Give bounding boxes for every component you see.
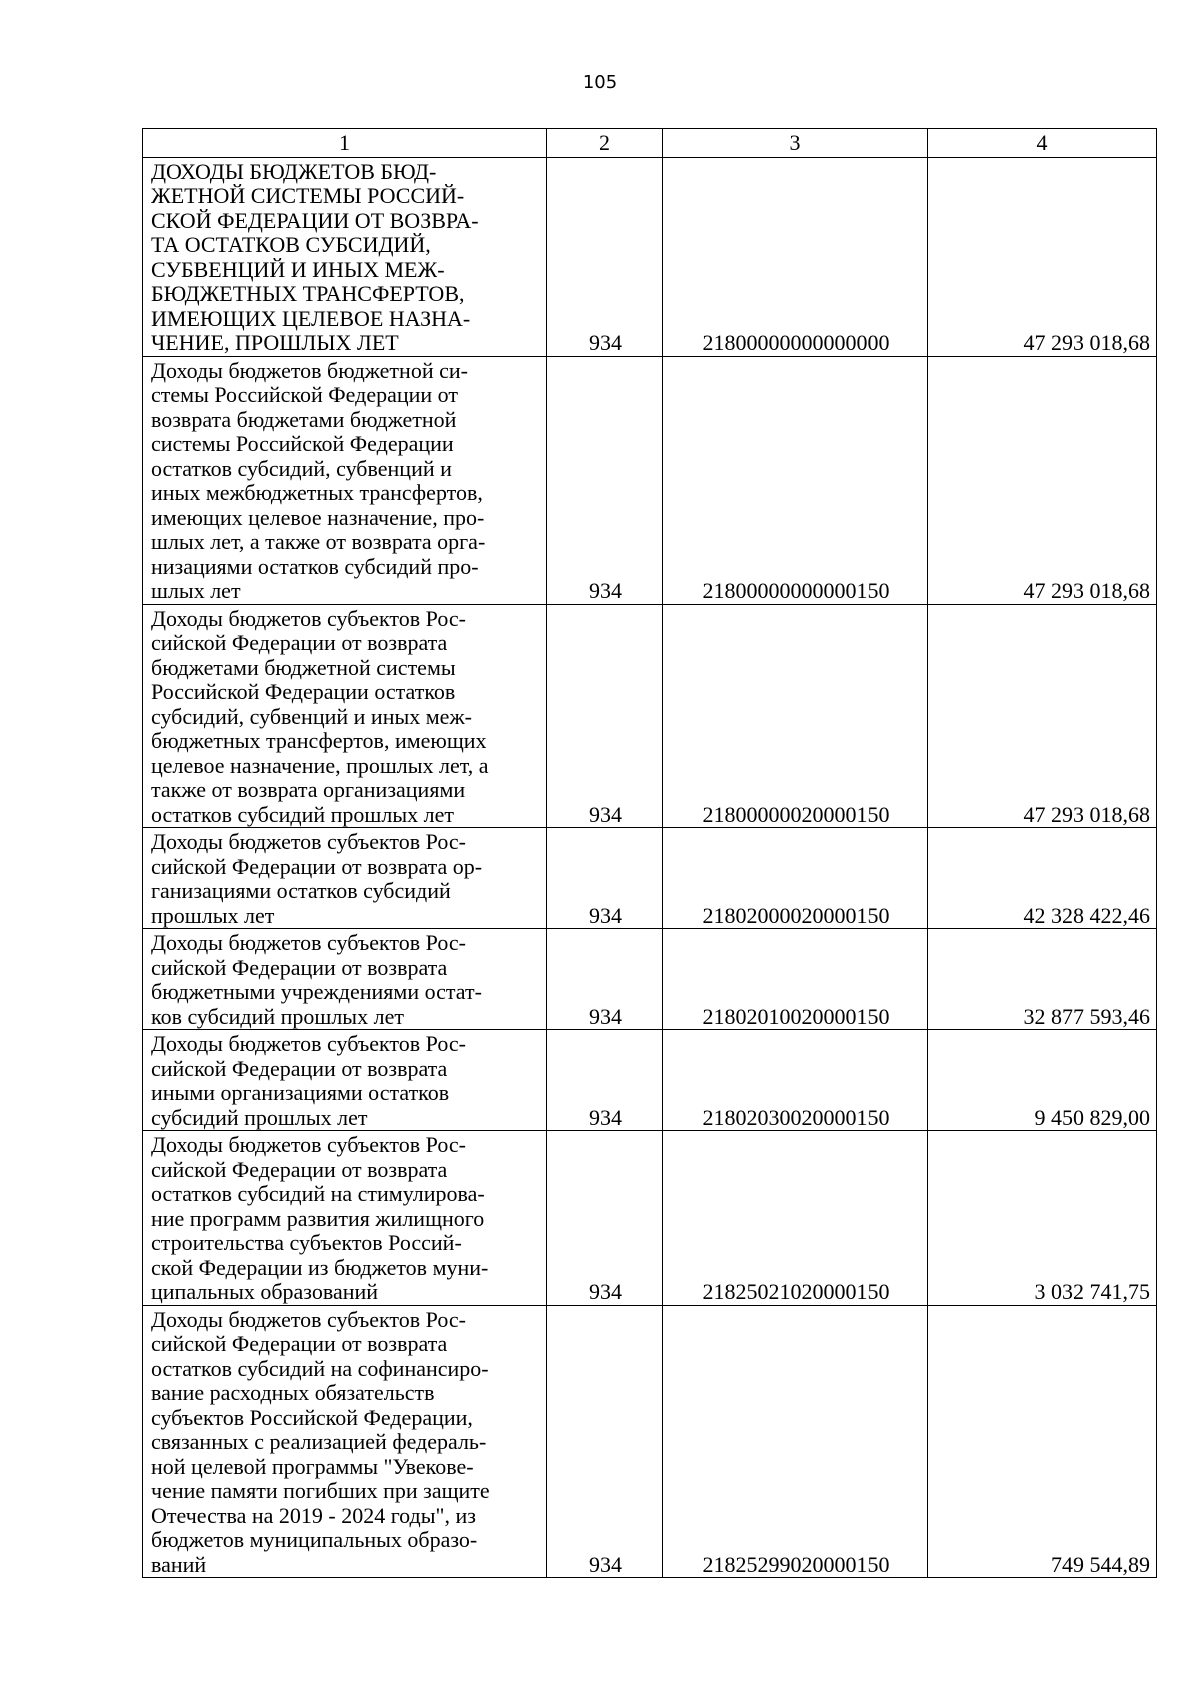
row-revenue-code: 21825299020000150 bbox=[663, 1305, 928, 1578]
page-number: 105 bbox=[582, 72, 618, 93]
row-description: Доходы бюджетов субъектов Рос- сийской Федерации от возврата иными организациями остатков субсидий прошлых лет bbox=[143, 1030, 547, 1131]
row-revenue-code: 21802000020000150 bbox=[663, 828, 928, 929]
row-amount: 749 544,89 bbox=[928, 1305, 1157, 1578]
row-description: Доходы бюджетов субъектов Рос- сийской Федерации от возврата остатков субсидий на софинансиро- вание расходных обязательств субъектов Российской Федерации, связанных с реализацией федераль- ной целевой программы "Увекове- чение памяти погибших при защите Отечества на 2019 - 2024 годы", из бюджетов муниципальных образо- ваний bbox=[143, 1305, 547, 1578]
row-amount: 9 450 829,00 bbox=[928, 1030, 1157, 1131]
row-admin-code: 934 bbox=[547, 1030, 663, 1131]
row-description: ДОХОДЫ БЮДЖЕТОВ БЮД- ЖЕТНОЙ СИСТЕМЫ РОССИЙ- СКОЙ ФЕДЕРАЦИИ ОТ ВОЗВРА- ТА ОСТАТКОВ СУБСИДИЙ, СУБВЕНЦИЙ И ИНЫХ МЕЖ- БЮДЖЕТНЫХ ТРАНСФЕРТОВ, ИМЕЮЩИХ ЦЕЛЕВОЕ НАЗНА- ЧЕНИЕ, ПРОШЛЫХ ЛЕТ bbox=[143, 157, 547, 356]
row-revenue-code: 21802030020000150 bbox=[663, 1030, 928, 1131]
column-header-3: 3 bbox=[663, 129, 928, 158]
table-row bbox=[143, 356, 1157, 604]
budget-revenue-table bbox=[142, 128, 1157, 1578]
table-row bbox=[143, 828, 1157, 929]
table-row bbox=[143, 604, 1157, 828]
row-amount: 47 293 018,68 bbox=[928, 356, 1157, 604]
column-header-4: 4 bbox=[928, 129, 1157, 158]
row-description: Доходы бюджетов субъектов Рос- сийской Федерации от возврата ор- ганизациями остатков субсидий прошлых лет bbox=[143, 828, 547, 929]
row-admin-code: 934 bbox=[547, 1131, 663, 1306]
row-description: Доходы бюджетов субъектов Рос- сийской Федерации от возврата бюджетами бюджетной системы Российской Федерации остатков субсидий, субвенций и иных меж- бюджетных трансфертов, имеющих целевое назначение, прошлых лет, а также от возврата организациями остатков субсидий прошлых лет bbox=[143, 604, 547, 828]
row-admin-code: 934 bbox=[547, 604, 663, 828]
row-admin-code: 934 bbox=[547, 828, 663, 929]
column-header-1: 1 bbox=[143, 129, 547, 158]
row-admin-code: 934 bbox=[547, 157, 663, 356]
row-amount: 42 328 422,46 bbox=[928, 828, 1157, 929]
row-amount: 47 293 018,68 bbox=[928, 157, 1157, 356]
row-revenue-code: 21825021020000150 bbox=[663, 1131, 928, 1306]
row-revenue-code: 21800000000000150 bbox=[663, 356, 928, 604]
row-admin-code: 934 bbox=[547, 929, 663, 1030]
table-row bbox=[143, 1305, 1157, 1578]
table-header-row bbox=[143, 129, 1157, 158]
table-row bbox=[143, 157, 1157, 356]
table-row bbox=[143, 1131, 1157, 1306]
row-description: Доходы бюджетов субъектов Рос- сийской Федерации от возврата бюджетными учреждениями остат- ков субсидий прошлых лет bbox=[143, 929, 547, 1030]
row-amount: 3 032 741,75 bbox=[928, 1131, 1157, 1306]
row-admin-code: 934 bbox=[547, 356, 663, 604]
table-row bbox=[143, 1030, 1157, 1131]
table-row bbox=[143, 929, 1157, 1030]
row-admin-code: 934 bbox=[547, 1305, 663, 1578]
column-header-2: 2 bbox=[547, 129, 663, 158]
row-description: Доходы бюджетов бюджетной си- стемы Российской Федерации от возврата бюджетами бюджетной системы Российской Федерации остатков субсидий, субвенций и иных межбюджетных трансфертов, имеющих целевое назначение, про- шлых лет, а также от возврата орга- низациями остатков субсидий про- шлых лет bbox=[143, 356, 547, 604]
row-revenue-code: 21800000020000150 bbox=[663, 604, 928, 828]
row-revenue-code: 21800000000000000 bbox=[663, 157, 928, 356]
row-revenue-code: 21802010020000150 bbox=[663, 929, 928, 1030]
row-amount: 32 877 593,46 bbox=[928, 929, 1157, 1030]
row-amount: 47 293 018,68 bbox=[928, 604, 1157, 828]
row-description: Доходы бюджетов субъектов Рос- сийской Федерации от возврата остатков субсидий на стимулирова- ние программ развития жилищного строительства субъектов Россий- ской Федерации из бюджетов муни- ципальных образований bbox=[143, 1131, 547, 1306]
